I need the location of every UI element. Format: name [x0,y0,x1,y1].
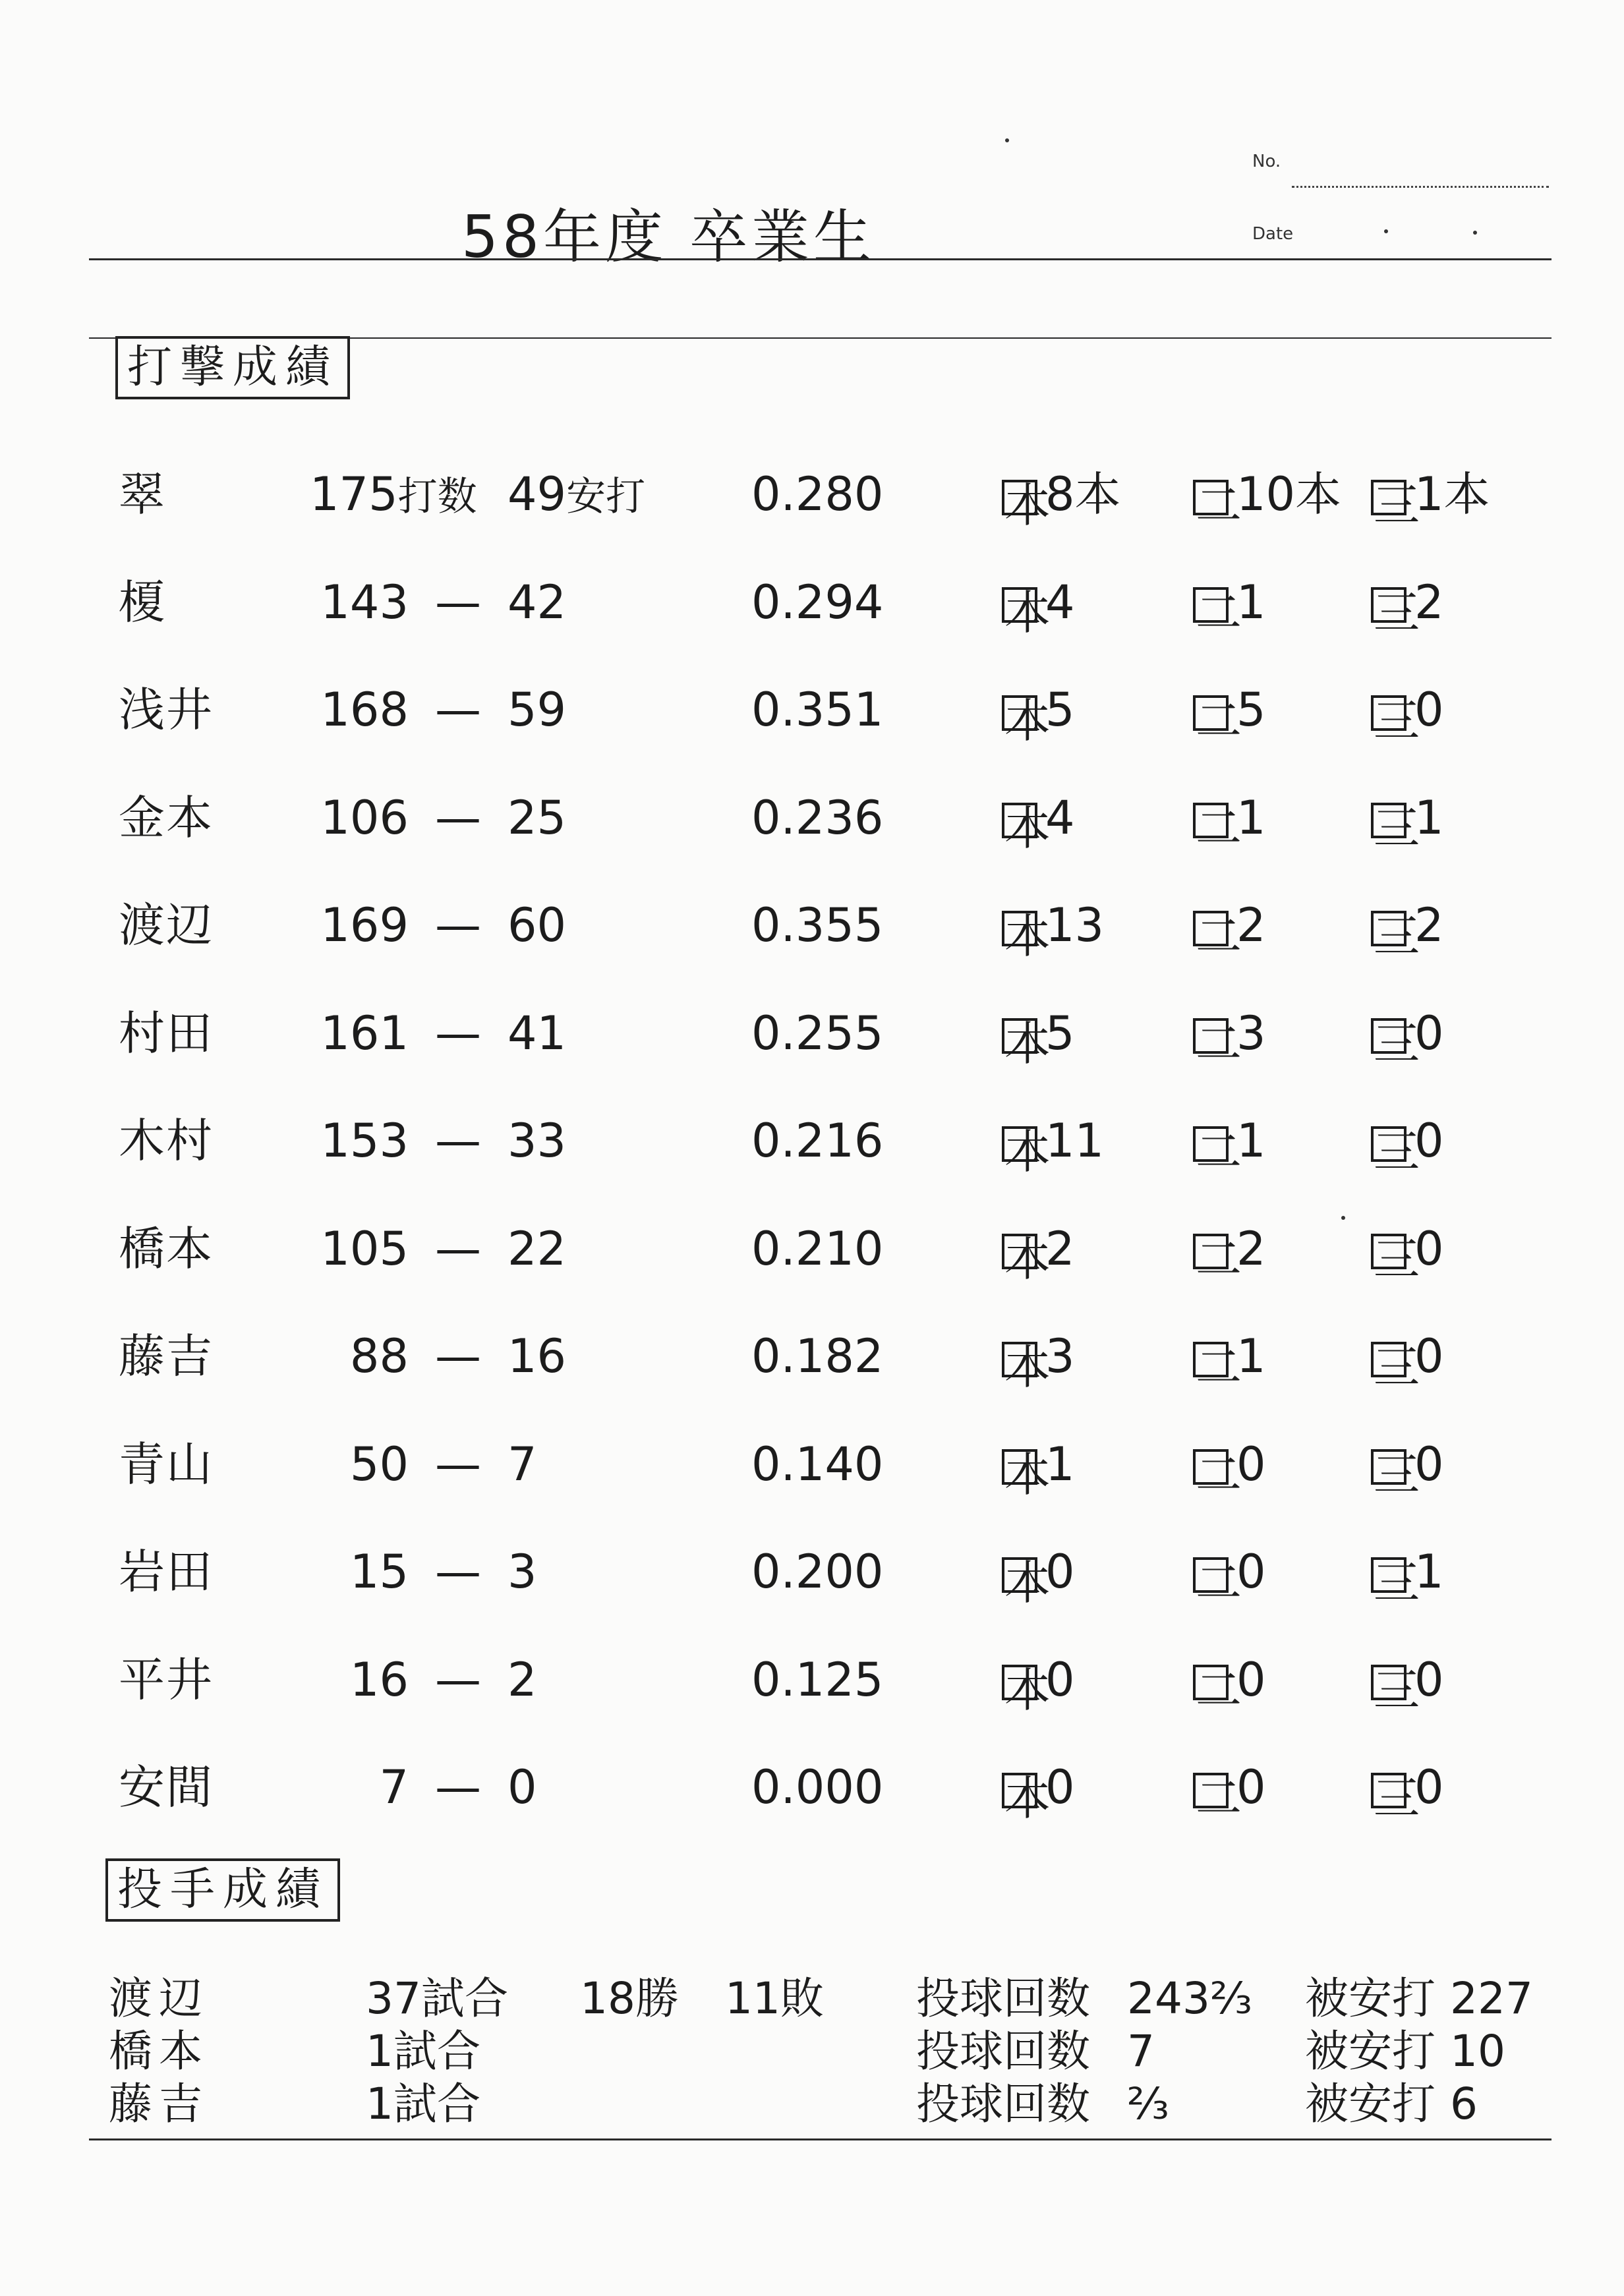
at-bats: 88 [349,1329,409,1383]
at-bats: 106 [320,790,409,845]
home-runs: 本2 [1002,1226,1075,1272]
doubles: 二5 [1193,687,1266,733]
home-runs: 本0 [1002,1657,1075,1703]
triples: 三0 [1371,1441,1444,1487]
home-runs: 本1 [1002,1441,1075,1487]
double-mark: 二 [1193,1449,1229,1485]
player-name: 村田 [119,1006,214,1060]
at-bats: 50 [349,1437,409,1491]
batting-average: 0.140 [751,1437,884,1491]
at-bats: 15 [349,1545,409,1599]
separator: — [435,1329,481,1383]
home-runs: 本4 [1002,579,1075,625]
triple-mark: 三 [1371,803,1406,838]
triple-mark: 三 [1371,695,1406,731]
scan-speck [1341,1216,1345,1220]
hits: 33 [508,1114,567,1168]
batting-average: 0.294 [751,575,884,629]
home-run-mark: 本 [1002,1665,1037,1700]
home-run-mark: 本 [1002,1018,1037,1054]
innings-label: 投球回数 [916,2026,1090,2077]
triples: 三0 [1371,1118,1444,1164]
doubles: 二2 [1193,902,1266,948]
player-name: 橋本 [119,1221,214,1276]
hits: 49安打 [508,467,646,521]
at-bats: 105 [320,1221,409,1276]
triples: 三0 [1371,1657,1444,1703]
separator: — [435,1652,481,1707]
separator: — [435,1114,481,1168]
pitching-row [0,1973,1624,2030]
home-runs: 本13 [1002,902,1104,948]
double-mark: 二 [1193,1342,1229,1377]
player-name: 安間 [119,1760,214,1814]
double-mark: 二 [1193,587,1229,623]
triples: 三0 [1371,1333,1444,1379]
triple-mark: 三 [1371,1665,1406,1700]
separator: — [435,1437,481,1491]
player-name: 藤吉 [119,1329,214,1383]
separator: — [435,1006,481,1060]
batting-section-label: 打撃成績 [115,336,350,399]
home-runs: 本0 [1002,1764,1075,1810]
home-run-mark: 本 [1002,1773,1037,1808]
at-bats: 7 [379,1760,409,1814]
batting-row [0,1114,1624,1197]
number-label: No. [1252,152,1281,171]
page-title: 58年度 卒業生 [461,203,875,271]
wins: 18勝 [580,1973,679,2024]
scan-speck [1473,231,1477,235]
triples: 三1本 [1371,471,1490,517]
player-name: 木村 [119,1114,214,1168]
batting-row [0,683,1624,766]
batting-row [0,1760,1624,1843]
number-line [1292,186,1549,188]
player-name: 榎 [119,575,166,629]
batting-row [0,898,1624,981]
batting-row [0,1221,1624,1305]
batting-average: 0.200 [751,1545,884,1599]
batting-row [0,1652,1624,1736]
player-name: 平井 [119,1652,214,1707]
at-bats: 168 [320,683,409,737]
batting-row [0,1006,1624,1089]
separator: — [435,1221,481,1276]
at-bats: 143 [320,575,409,629]
hits: 25 [508,790,567,845]
triple-mark: 三 [1371,1773,1406,1808]
at-bats: 175打数 [310,467,477,521]
home-run-mark: 本 [1002,1126,1037,1162]
batting-row [0,467,1624,550]
triple-mark: 三 [1371,911,1406,946]
scan-speck [1005,138,1009,142]
date-label: Date [1252,224,1294,244]
batting-average: 0.216 [751,1114,884,1168]
triples: 三0 [1371,1226,1444,1272]
player-name: 青山 [119,1437,214,1491]
separator: — [435,575,481,629]
separator: — [435,790,481,845]
triple-mark: 三 [1371,1126,1406,1162]
double-mark: 二 [1193,1018,1229,1054]
hits: 60 [508,898,567,952]
home-runs: 本4 [1002,795,1075,841]
double-mark: 二 [1193,695,1229,731]
double-mark: 二 [1193,803,1229,838]
innings-pitched: 243⅔ [1127,1973,1252,2024]
separator: — [435,1760,481,1814]
double-mark: 二 [1193,480,1229,515]
home-run-mark: 本 [1002,587,1037,623]
scan-speck [1384,229,1388,233]
triple-mark: 三 [1371,1342,1406,1377]
hits-allowed-label: 被安打 [1305,1973,1436,2024]
double-mark: 二 [1193,1773,1229,1808]
at-bats: 169 [320,898,409,952]
player-name: 岩田 [119,1545,214,1599]
at-bats: 153 [320,1114,409,1168]
doubles: 二10本 [1193,471,1341,517]
hits-allowed: 10 [1450,2026,1505,2077]
pitcher-name: 渡辺 [109,1973,209,2024]
footer-rule [89,2138,1552,2140]
pitching-section-label: 投手成績 [105,1858,340,1922]
doubles: 二0 [1193,1549,1266,1595]
separator: — [435,898,481,952]
home-runs: 本0 [1002,1549,1075,1595]
innings-pitched: 7 [1127,2026,1155,2077]
batting-average: 0.280 [751,467,884,521]
innings-pitched: ⅔ [1127,2079,1169,2129]
triples: 三2 [1371,579,1444,625]
doubles: 二0 [1193,1764,1266,1810]
triples: 三0 [1371,687,1444,733]
games: 1試合 [366,2079,480,2129]
batting-average: 0.236 [751,790,884,845]
triples: 三1 [1371,795,1444,841]
double-mark: 二 [1193,1234,1229,1269]
batting-average: 0.255 [751,1006,884,1060]
hits-allowed-label: 被安打 [1305,2026,1436,2077]
hits-allowed: 227 [1450,1973,1533,2024]
pitching-row [0,2026,1624,2082]
double-mark: 二 [1193,1557,1229,1593]
separator: — [435,1545,481,1599]
double-mark: 二 [1193,1126,1229,1162]
triples: 三0 [1371,1764,1444,1810]
at-bats: 161 [320,1006,409,1060]
home-runs: 本5 [1002,1010,1075,1056]
batting-row [0,790,1624,874]
triple-mark: 三 [1371,480,1406,515]
triples: 三2 [1371,902,1444,948]
doubles: 二1 [1193,1333,1266,1379]
hits: 42 [508,575,567,629]
batting-average: 0.210 [751,1221,884,1276]
hits: 41 [508,1006,567,1060]
batting-row [0,1437,1624,1520]
home-run-mark: 本 [1002,1449,1037,1485]
hits: 22 [508,1221,567,1276]
doubles: 二0 [1193,1657,1266,1703]
player-name: 渡辺 [119,898,214,952]
pitcher-name: 藤吉 [109,2079,209,2129]
triple-mark: 三 [1371,1557,1406,1593]
home-run-mark: 本 [1002,480,1037,515]
batting-average: 0.125 [751,1652,884,1707]
doubles: 二1 [1193,795,1266,841]
triple-mark: 三 [1371,1449,1406,1485]
player-name: 浅井 [119,683,214,737]
home-run-mark: 本 [1002,1234,1037,1269]
triple-mark: 三 [1371,587,1406,623]
batting-average: 0.000 [751,1760,884,1814]
triple-mark: 三 [1371,1234,1406,1269]
hits-allowed-label: 被安打 [1305,2079,1436,2129]
home-run-mark: 本 [1002,803,1037,838]
games: 37試合 [366,1973,508,2024]
pitcher-name: 橋本 [109,2026,209,2077]
hits: 3 [508,1545,537,1599]
doubles: 二1 [1193,1118,1266,1164]
innings-label: 投球回数 [916,2079,1090,2129]
home-run-mark: 本 [1002,1557,1037,1593]
triple-mark: 三 [1371,1018,1406,1054]
triples: 三1 [1371,1549,1444,1595]
header-rule [89,258,1552,260]
batting-average: 0.182 [751,1329,884,1383]
triples: 三0 [1371,1010,1444,1056]
home-runs: 本5 [1002,687,1075,733]
pitching-row [0,2079,1624,2135]
doubles: 二1 [1193,579,1266,625]
home-runs: 本8本 [1002,471,1121,517]
batting-average: 0.351 [751,683,884,737]
doubles: 二3 [1193,1010,1266,1056]
player-name: 金本 [119,790,214,845]
home-run-mark: 本 [1002,911,1037,946]
doubles: 二2 [1193,1226,1266,1272]
player-name: 翠 [119,467,166,521]
games: 1試合 [366,2026,480,2077]
home-run-mark: 本 [1002,695,1037,731]
home-run-mark: 本 [1002,1342,1037,1377]
at-bats: 16 [349,1652,409,1707]
hits: 59 [508,683,567,737]
double-mark: 二 [1193,1665,1229,1700]
double-mark: 二 [1193,911,1229,946]
separator: — [435,683,481,737]
hits: 2 [508,1652,537,1707]
batting-row [0,575,1624,658]
batting-row [0,1545,1624,1628]
losses: 11敗 [725,1973,824,2024]
batting-row [0,1329,1624,1412]
hits: 7 [508,1437,537,1491]
hits: 0 [508,1760,537,1814]
hits: 16 [508,1329,567,1383]
innings-label: 投球回数 [916,1973,1090,2024]
doubles: 二0 [1193,1441,1266,1487]
home-runs: 本11 [1002,1118,1104,1164]
batting-average: 0.355 [751,898,884,952]
home-runs: 本3 [1002,1333,1075,1379]
hits-allowed: 6 [1450,2079,1478,2129]
